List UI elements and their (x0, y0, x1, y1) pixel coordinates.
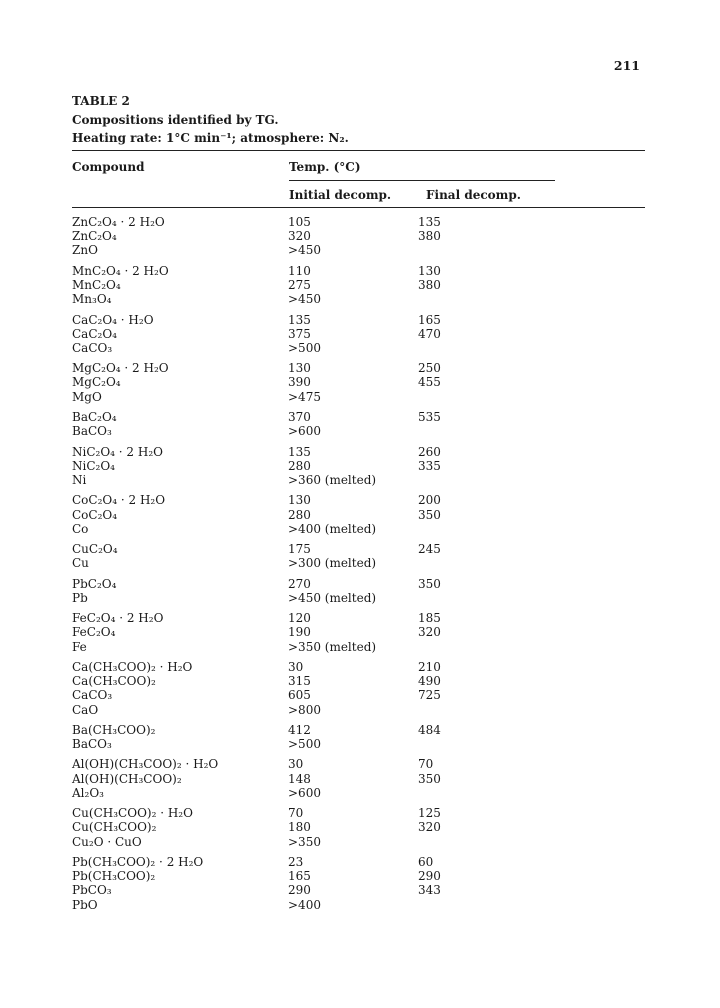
table-row (72, 341, 652, 355)
initial-decomp-cell: 130 (288, 493, 311, 508)
compound-cell: MgC₂O₄ · 2 H₂O (72, 361, 169, 376)
table-label: TABLE 2 (72, 94, 130, 108)
initial-decomp-cell: 180 (288, 820, 311, 835)
table-row (72, 445, 652, 459)
table-row (72, 820, 652, 834)
final-decomp-cell: 250 (418, 361, 441, 376)
compound-cell: MnC₂O₄ · 2 H₂O (72, 263, 169, 278)
final-decomp-cell: 60 (418, 854, 434, 869)
final-decomp-cell: 350 (418, 771, 441, 786)
table-row (72, 757, 652, 771)
table-group (72, 806, 652, 849)
top-rule (72, 150, 645, 151)
table-row (72, 577, 652, 591)
final-decomp-cell: 484 (418, 722, 441, 737)
initial-decomp-cell: 30 (288, 659, 304, 674)
table-row (72, 591, 652, 605)
compound-cell: Mn₃O₄ (72, 292, 112, 307)
table-row (72, 883, 652, 897)
compound-cell: BaCO₃ (72, 737, 112, 752)
final-decomp-cell (418, 703, 538, 717)
initial-decomp-cell: >450 (melted) (288, 590, 377, 605)
table-conditions: Heating rate: 1°C min⁻¹; atmosphere: N₂. (72, 131, 349, 145)
final-decomp-cell (418, 835, 538, 849)
final-decomp-cell: 343 (418, 883, 441, 898)
final-decomp-cell (418, 390, 538, 404)
compound-cell: Cu (72, 556, 89, 571)
final-decomp-cell: 185 (418, 611, 441, 626)
compound-cell: CoC₂O₄ · 2 H₂O (72, 493, 166, 508)
table-group (72, 577, 652, 605)
compound-cell: Al(OH)(CH₃COO)₂ (72, 771, 182, 786)
page-number: 211 (613, 58, 640, 73)
final-decomp-cell: 470 (418, 326, 441, 341)
table-row (72, 493, 652, 507)
final-decomp-cell: 210 (418, 659, 441, 674)
initial-decomp-cell: >450 (288, 243, 321, 258)
final-decomp-cell (418, 522, 538, 536)
table-row (72, 278, 652, 292)
table-row (72, 327, 652, 341)
compound-cell: MgO (72, 389, 102, 404)
initial-decomp-cell: 320 (288, 229, 311, 244)
table-group (72, 493, 652, 536)
initial-decomp-cell: 412 (288, 722, 311, 737)
table-row (72, 625, 652, 639)
table-row (72, 737, 652, 751)
initial-decomp-cell: >500 (288, 340, 321, 355)
initial-decomp-cell: 275 (288, 277, 311, 292)
compound-cell: CaO (72, 702, 99, 717)
compound-cell: ZnC₂O₄ · 2 H₂O (72, 215, 165, 229)
table-row (72, 835, 652, 849)
table-row (72, 660, 652, 674)
final-decomp-cell (418, 786, 538, 800)
compound-cell: CaC₂O₄ (72, 326, 117, 341)
compound-cell: PbO (72, 897, 98, 912)
initial-decomp-cell: 270 (288, 576, 311, 591)
final-decomp-cell: 380 (418, 229, 441, 244)
final-decomp-cell (418, 424, 538, 438)
table-row (72, 688, 652, 702)
header-temp: Temp. (°C) (289, 160, 361, 174)
initial-decomp-cell: 30 (288, 757, 304, 772)
compound-cell: CaC₂O₄ · H₂O (72, 312, 154, 327)
initial-decomp-cell: 190 (288, 625, 311, 640)
compound-cell: NiC₂O₄ (72, 458, 115, 473)
initial-decomp-cell: 605 (288, 688, 311, 703)
compound-cell: Ca(CH₃COO)₂ · H₂O (72, 659, 193, 674)
initial-decomp-cell: 175 (288, 542, 311, 557)
compound-cell: Ca(CH₃COO)₂ (72, 674, 156, 689)
table-caption (72, 92, 349, 148)
initial-decomp-cell: 23 (288, 854, 304, 869)
initial-decomp-cell: >300 (melted) (288, 556, 377, 571)
table-row (72, 361, 652, 375)
final-decomp-cell: 320 (418, 820, 441, 835)
header-compound: Compound (72, 160, 145, 174)
table-row (72, 786, 652, 800)
initial-decomp-cell: 280 (288, 458, 311, 473)
final-decomp-cell: 535 (418, 410, 441, 424)
compound-cell: NiC₂O₄ · 2 H₂O (72, 444, 163, 459)
final-decomp-cell: 260 (418, 444, 441, 459)
final-decomp-cell: 490 (418, 674, 441, 689)
table-row (72, 243, 652, 257)
table-row (72, 459, 652, 473)
table-row (72, 473, 652, 487)
final-decomp-cell (418, 737, 538, 751)
initial-decomp-cell: 290 (288, 883, 311, 898)
initial-decomp-cell: 120 (288, 611, 311, 626)
compound-cell: CoC₂O₄ (72, 507, 118, 522)
table-row (72, 542, 652, 556)
initial-decomp-cell: >450 (288, 292, 321, 307)
initial-decomp-cell: 370 (288, 410, 311, 424)
table-row (72, 898, 652, 912)
initial-decomp-cell: 130 (288, 361, 311, 376)
initial-decomp-cell: >475 (288, 389, 321, 404)
compound-cell: Al(OH)(CH₃COO)₂ · H₂O (72, 757, 219, 772)
table-row (72, 215, 652, 229)
final-decomp-cell: 350 (418, 576, 441, 591)
initial-decomp-cell: 390 (288, 375, 311, 390)
initial-decomp-cell: >600 (288, 424, 321, 439)
compound-cell: ZnO (72, 243, 98, 258)
table-group (72, 855, 652, 912)
final-decomp-cell: 290 (418, 869, 441, 884)
compound-cell: FeC₂O₄ (72, 625, 116, 640)
final-decomp-cell: 130 (418, 263, 441, 278)
table-row (72, 869, 652, 883)
table-row (72, 640, 652, 654)
final-decomp-cell: 200 (418, 493, 441, 508)
table-row (72, 375, 652, 389)
final-decomp-cell (418, 473, 538, 487)
compound-cell: FeC₂O₄ · 2 H₂O (72, 611, 164, 626)
header-initial: Initial decomp. (289, 188, 392, 202)
table-group (72, 361, 652, 404)
compound-cell: BaC₂O₄ (72, 410, 117, 424)
compound-cell: Cu(CH₃COO)₂ · H₂O (72, 806, 193, 821)
final-decomp-cell (418, 243, 538, 257)
table-row (72, 611, 652, 625)
table-row (72, 410, 652, 424)
compound-cell: Al₂O₃ (72, 785, 104, 800)
initial-decomp-cell: 135 (288, 312, 311, 327)
final-decomp-cell (418, 640, 538, 654)
table-group (72, 410, 652, 438)
initial-decomp-cell: >400 (melted) (288, 521, 377, 536)
table-body (72, 215, 652, 918)
table-row (72, 772, 652, 786)
initial-decomp-cell: 110 (288, 263, 311, 278)
final-decomp-cell: 125 (418, 806, 441, 821)
final-decomp-cell: 380 (418, 277, 441, 292)
final-decomp-cell (418, 556, 538, 570)
final-decomp-cell: 350 (418, 507, 441, 522)
table-row (72, 855, 652, 869)
table-row (72, 292, 652, 306)
table-group (72, 757, 652, 800)
final-decomp-cell (418, 898, 538, 912)
table-group (72, 611, 652, 654)
table-row (72, 806, 652, 820)
table-row (72, 313, 652, 327)
table-row (72, 264, 652, 278)
compound-cell: MgC₂O₄ (72, 375, 121, 390)
header-final: Final decomp. (426, 188, 521, 202)
table-row (72, 508, 652, 522)
initial-decomp-cell: 165 (288, 869, 311, 884)
initial-decomp-cell: 280 (288, 507, 311, 522)
compound-cell: Ba(CH₃COO)₂ (72, 722, 156, 737)
initial-decomp-cell: 105 (288, 215, 311, 229)
final-decomp-cell (418, 341, 538, 355)
initial-decomp-cell: 148 (288, 771, 311, 786)
compound-cell: PbCO₃ (72, 883, 112, 898)
header-bottom-rule (72, 207, 645, 208)
table-group (72, 264, 652, 307)
final-decomp-cell: 245 (418, 542, 441, 557)
table-group (72, 215, 652, 258)
compound-cell: Co (72, 521, 89, 536)
compound-cell: CuC₂O₄ (72, 542, 118, 557)
table-row (72, 674, 652, 688)
compound-cell: Pb(CH₃COO)₂ · 2 H₂O (72, 854, 204, 869)
compound-cell: Cu₂O · CuO (72, 834, 142, 849)
table-group (72, 660, 652, 717)
temp-rule (289, 180, 555, 181)
final-decomp-cell: 725 (418, 688, 441, 703)
final-decomp-cell: 70 (418, 757, 434, 772)
initial-decomp-cell: 315 (288, 674, 311, 689)
final-decomp-cell: 320 (418, 625, 441, 640)
initial-decomp-cell: >500 (288, 737, 321, 752)
initial-decomp-cell: >360 (melted) (288, 472, 377, 487)
table-row (72, 424, 652, 438)
table-group (72, 723, 652, 751)
table-row (72, 556, 652, 570)
initial-decomp-cell: 135 (288, 444, 311, 459)
table-group (72, 313, 652, 356)
final-decomp-cell: 135 (418, 215, 441, 229)
final-decomp-cell: 335 (418, 458, 441, 473)
table-row (72, 703, 652, 717)
initial-decomp-cell: >800 (288, 702, 321, 717)
initial-decomp-cell: >350 (288, 834, 321, 849)
table-row (72, 723, 652, 737)
final-decomp-cell (418, 292, 538, 306)
table-group (72, 445, 652, 488)
table-title: Compositions identified by TG. (72, 112, 279, 127)
initial-decomp-cell: >600 (288, 785, 321, 800)
final-decomp-cell (418, 591, 538, 605)
table-group (72, 542, 652, 570)
compound-cell: ZnC₂O₄ (72, 229, 117, 244)
final-decomp-cell: 455 (418, 375, 441, 390)
compound-cell: Pb(CH₃COO)₂ (72, 869, 156, 884)
compound-cell: Fe (72, 639, 87, 654)
compound-cell: BaCO₃ (72, 424, 112, 439)
compound-cell: Pb (72, 590, 88, 605)
initial-decomp-cell: 375 (288, 326, 311, 341)
compound-cell: CaCO₃ (72, 688, 113, 703)
initial-decomp-cell: 70 (288, 806, 304, 821)
table-row (72, 229, 652, 243)
initial-decomp-cell: >350 (melted) (288, 639, 377, 654)
final-decomp-cell: 165 (418, 312, 441, 327)
compound-cell: Cu(CH₃COO)₂ (72, 820, 157, 835)
compound-cell: CaCO₃ (72, 340, 113, 355)
table-row (72, 390, 652, 404)
table-row (72, 522, 652, 536)
initial-decomp-cell: >400 (288, 897, 321, 912)
compound-cell: Ni (72, 472, 87, 487)
compound-cell: MnC₂O₄ (72, 277, 121, 292)
compound-cell: PbC₂O₄ (72, 576, 117, 591)
